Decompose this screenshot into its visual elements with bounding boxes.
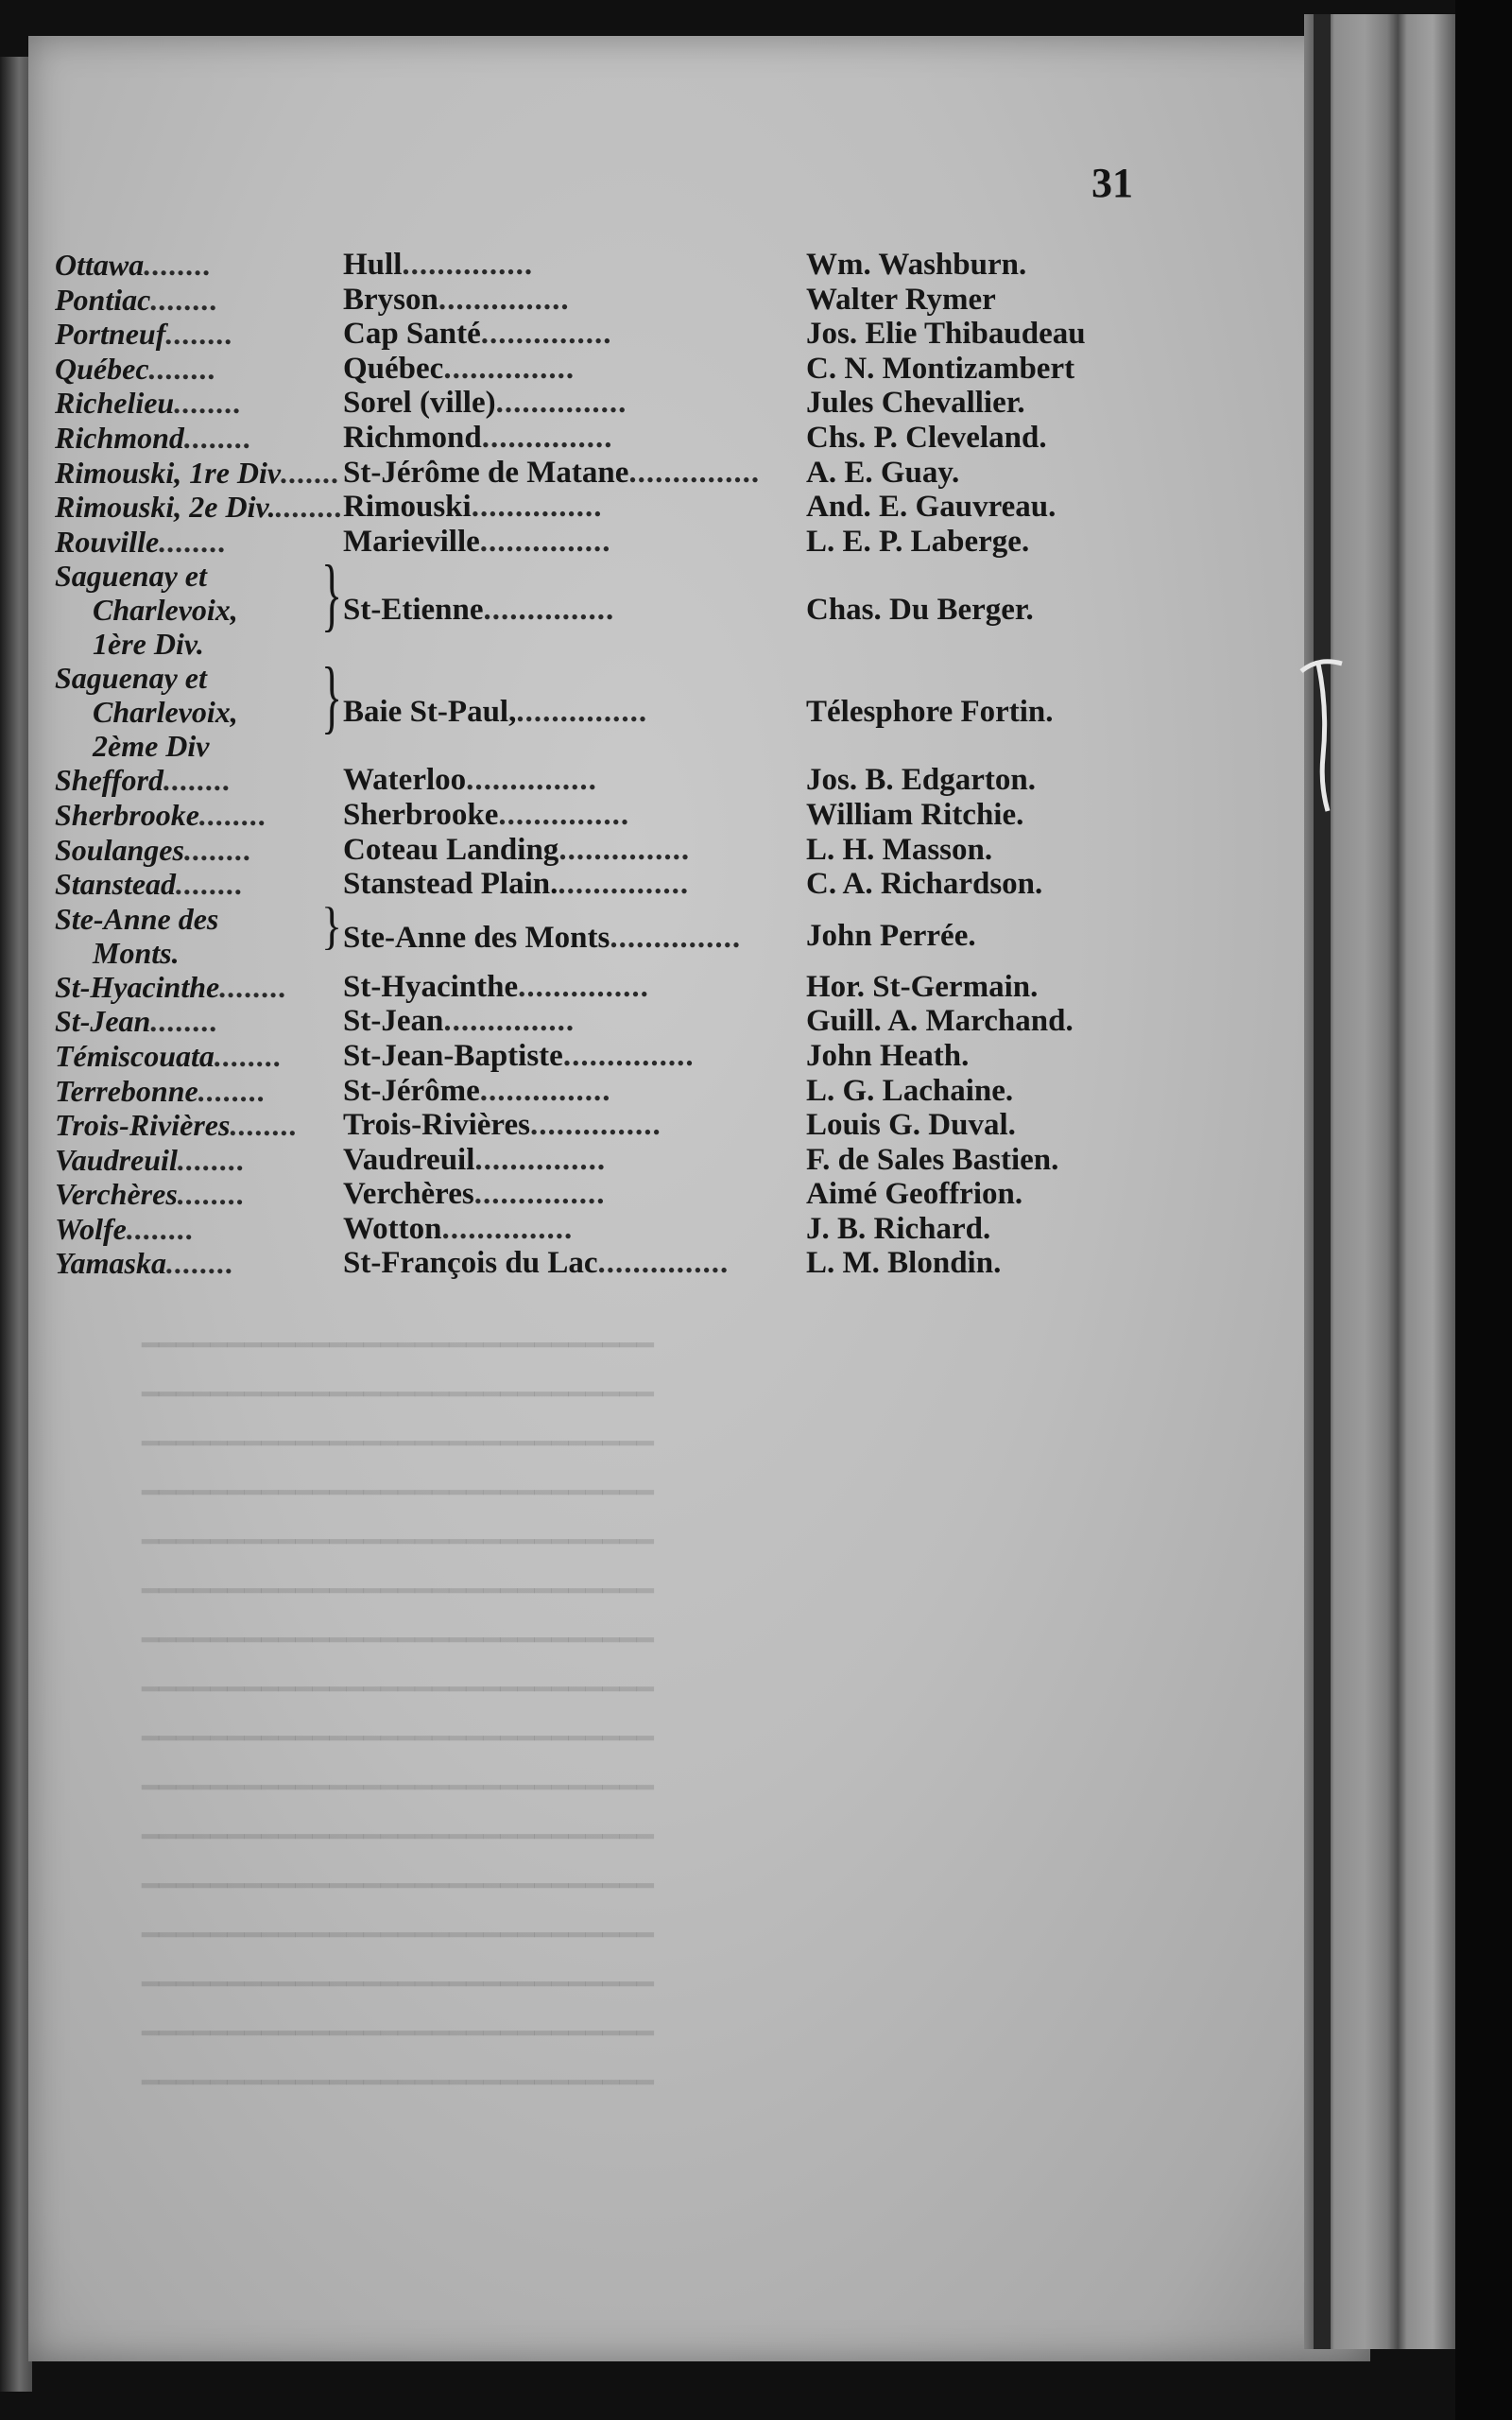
place-text: St-Jérôme — [343, 1073, 480, 1108]
county-name — [55, 352, 343, 386]
place-name — [343, 421, 806, 455]
dot-leader: ........ — [159, 524, 228, 559]
county-name — [55, 1246, 343, 1280]
place-name — [343, 1108, 806, 1142]
list-item — [55, 1212, 1189, 1247]
dot-leader: ............... — [479, 524, 611, 559]
dot-leader: ........ — [275, 490, 344, 525]
place-text: Rimouski — [343, 490, 472, 525]
officer-name: Chs. P. Cleveland. — [806, 420, 1047, 455]
dot-leader: ............... — [558, 867, 690, 902]
list-item — [55, 248, 1189, 283]
place-text: Stanstead Plain. — [343, 867, 558, 902]
county-name-line: Wolfe — [55, 1211, 127, 1246]
county-name-line: 2ème Div — [93, 729, 210, 764]
county-name-line: Ste-Anne des — [55, 901, 219, 936]
place-name — [343, 317, 806, 351]
county-name-line: Soulanges — [55, 832, 184, 867]
dot-leader: ............... — [518, 969, 649, 1004]
place-name — [343, 902, 806, 955]
officer-name: John Perrée. — [806, 918, 976, 953]
county-name-line: Monts. — [93, 935, 180, 970]
list-item — [55, 456, 1189, 491]
county-name-line: Rimouski, 2e Div. — [55, 490, 276, 525]
county-name — [55, 970, 343, 1004]
county-name — [55, 248, 343, 282]
paper-mark — [1299, 652, 1356, 813]
county-name — [55, 548, 343, 662]
county-name-line: Verchères — [55, 1177, 178, 1212]
dot-leader: ............... — [483, 593, 615, 628]
dot-leader: ............... — [443, 351, 576, 386]
dot-leader: ............... — [610, 920, 742, 955]
place-text: St-Etienne — [343, 593, 484, 628]
officer-name: Jos. Elie Thibaudeau — [806, 317, 1086, 352]
place-text: St-François du Lac — [343, 1246, 598, 1281]
dot-leader: ........ — [150, 1004, 219, 1039]
dot-leader: ........ — [230, 1108, 299, 1143]
dot-leader: ............... — [441, 1211, 574, 1246]
county-name-line: Ottawa — [55, 248, 145, 282]
brace: } — [321, 650, 343, 743]
dot-leader: ........ — [198, 1073, 266, 1108]
list-item — [55, 1177, 1189, 1212]
scan-border — [1455, 0, 1512, 2420]
dot-leader: ........ — [176, 867, 245, 902]
county-name-line: Québec — [55, 351, 149, 386]
officer-name: A. E. Guay. — [806, 455, 960, 490]
county-name — [55, 867, 343, 901]
county-name — [55, 525, 343, 559]
dot-leader: ............... — [443, 1004, 576, 1039]
county-name — [55, 1212, 343, 1246]
dot-leader: ........ — [126, 1211, 195, 1246]
list-item — [55, 525, 1189, 560]
page-number: 31 — [1091, 160, 1133, 206]
dot-leader: ............... — [498, 797, 630, 832]
dot-leader: ........ — [150, 282, 219, 317]
county-name-line: Saguenay et — [55, 559, 207, 594]
dot-leader: ............... — [438, 282, 570, 317]
list-item — [55, 421, 1189, 456]
officer-name: Chas. Du Berger. — [806, 593, 1034, 628]
dot-leader: ............... — [473, 1177, 606, 1212]
officer-name: Hor. St-Germain. — [806, 969, 1039, 1004]
place-name — [343, 1177, 806, 1211]
place-name — [343, 1004, 806, 1038]
place-name — [343, 248, 806, 282]
officer-name: Télesphore Fortin. — [806, 695, 1054, 730]
dot-leader: ............... — [402, 248, 534, 282]
county-name-line: Rouville — [55, 524, 160, 559]
county-name-line: Trois-Rivières — [55, 1108, 231, 1143]
officer-name: F. de Sales Bastien. — [806, 1142, 1059, 1177]
county-name-line: Rimouski, 1re Div — [55, 455, 282, 490]
place-name — [343, 1074, 806, 1108]
list-item — [55, 650, 1189, 764]
dot-leader: ....... — [281, 455, 341, 490]
place-text: Trois-Rivières — [343, 1108, 530, 1143]
county-name-line: 1ère Div. — [93, 627, 204, 662]
dot-leader: ............... — [562, 1038, 695, 1073]
officer-name: Aimé Geoffrion. — [806, 1177, 1023, 1212]
dot-leader: ............... — [495, 386, 627, 421]
place-name — [343, 798, 806, 832]
list-item — [55, 1039, 1189, 1074]
place-text: St-Jérôme de Matane — [343, 455, 629, 490]
county-name-line: Charlevoix, — [93, 593, 238, 628]
county-name — [55, 1108, 343, 1142]
brace: } — [321, 548, 343, 641]
list-item — [55, 490, 1189, 525]
place-name — [343, 490, 806, 524]
dot-leader: ............... — [466, 763, 597, 798]
place-name — [343, 763, 806, 797]
officer-name: C. N. Montizambert — [806, 351, 1075, 386]
list-item — [55, 970, 1189, 1005]
dot-leader: ............... — [529, 1108, 662, 1143]
county-name — [55, 798, 343, 832]
place-name — [343, 661, 806, 729]
county-name-line: Charlevoix, — [93, 695, 238, 730]
place-name — [343, 559, 806, 627]
officer-name: Louis G. Duval. — [806, 1108, 1016, 1143]
county-name-line: Richelieu — [55, 386, 175, 421]
place-text: St-Jean-Baptiste — [343, 1038, 563, 1073]
dot-leader: ............... — [481, 420, 613, 455]
place-text: St-Hyacinthe — [343, 969, 519, 1004]
officer-name: L. E. P. Laberge. — [806, 524, 1030, 559]
county-name — [55, 386, 343, 420]
dot-leader: ............... — [597, 1246, 730, 1281]
officer-name: Wm. Washburn. — [806, 248, 1027, 282]
list-item — [55, 896, 1189, 970]
county-name-line: Richmond — [55, 420, 184, 455]
place-name — [343, 833, 806, 867]
dot-leader: ............... — [480, 317, 612, 352]
officer-name: William Ritchie. — [806, 797, 1024, 832]
county-name — [55, 896, 343, 970]
officer-name: Guill. A. Marchand. — [806, 1004, 1074, 1039]
place-name — [343, 283, 806, 317]
dot-leader: ........ — [183, 832, 252, 867]
county-name-line: Yamaska — [55, 1246, 166, 1281]
place-text: Vaudreuil — [343, 1142, 475, 1177]
list-item — [55, 1074, 1189, 1109]
place-text: Hull — [343, 248, 403, 282]
dot-leader: ........ — [174, 386, 243, 421]
dot-leader: ............... — [474, 1142, 607, 1177]
place-name — [343, 1246, 806, 1280]
place-name — [343, 456, 806, 490]
electoral-list — [55, 248, 1189, 1281]
dot-leader: ........ — [219, 969, 288, 1004]
county-name — [55, 650, 343, 764]
officer-name: L. H. Masson. — [806, 832, 993, 867]
county-name-line: Pontiac — [55, 282, 151, 317]
dot-leader: ........ — [163, 763, 232, 798]
county-name — [55, 490, 343, 524]
list-item — [55, 867, 1189, 902]
place-text: Wotton — [343, 1211, 442, 1246]
county-name — [55, 1074, 343, 1108]
officer-name: Jules Chevallier. — [806, 386, 1025, 421]
officer-name: C. A. Richardson. — [806, 867, 1043, 902]
place-text: Marieville — [343, 524, 480, 559]
county-name — [55, 283, 343, 317]
county-name — [55, 1039, 343, 1073]
county-name-line: Sherbrooke — [55, 797, 199, 832]
dot-leader: ............... — [628, 455, 761, 490]
place-text: Bryson — [343, 282, 438, 317]
dot-leader: ............... — [479, 1073, 611, 1108]
county-name-line: Saguenay et — [55, 661, 207, 696]
place-text: Coteau Landing — [343, 832, 559, 867]
dot-leader: ........ — [148, 351, 217, 386]
county-name — [55, 763, 343, 797]
dot-leader: ............... — [558, 832, 691, 867]
show-through-text: ━━━━━━━━━━━━━━━━━━━━━━━━━━━━━━ ━━━━━━━━━━━━━━━━━━━━━━━━━━━━━━ ━━━━━━━━━━━━━━━━━━━━━━━━━━━━━━ ━━━━━━━━━━━━━━━━━━━━━━━━━━━━━━ ━━━━━━━━━━━━━━━━━━━━━━━━━━━━━━ ━━━━━━━━━━━━━━━━━━━━━━━━━━━━━━ ━━━━━━━━━━━━━━━━━━━━━━━━━━━━━━ ━━━━━━━━━━━━━━━━━━━━━━━━━━━━━━ ━━━━━━━━━━━━━━━━━━━━━━━━━━━━━━ ━━━━━━━━━━━━━━━━━━━━━━━━━━━━━━ ━━━━━━━━━━━━━━━━━━━━━━━━━━━━━━ ━━━━━━━━━━━━━━━━━━━━━━━━━━━━━━ ━━━━━━━━━━━━━━━━━━━━━━━━━━━━━━ ━━━━━━━━━━━━━━━━━━━━━━━━━━━━━━ ━━━━━━━━━━━━━━━━━━━━━━━━━━━━━━ ━━━━━━━━━━━━━━━━━━━━━━━━━━━━━━ — [142, 1330, 654, 2099]
place-text: Sherbrooke — [343, 797, 499, 832]
place-name — [343, 1212, 806, 1246]
list-item — [55, 283, 1189, 318]
county-name-line: Terrebonne — [55, 1073, 198, 1108]
officer-name: And. E. Gauvreau. — [806, 490, 1057, 525]
place-text: Cap Santé — [343, 317, 481, 352]
place-name — [343, 970, 806, 1004]
county-name — [55, 1004, 343, 1038]
county-name-line: Shefford — [55, 763, 163, 798]
list-item — [55, 763, 1189, 798]
place-text: St-Jean — [343, 1004, 444, 1039]
list-item — [55, 1143, 1189, 1178]
place-name — [343, 352, 806, 386]
list-item — [55, 548, 1189, 662]
county-name — [55, 833, 343, 867]
officer-name: L. M. Blondin. — [806, 1246, 1002, 1281]
place-name — [343, 867, 806, 901]
county-name — [55, 1143, 343, 1177]
place-text: Ste-Anne des Monts — [343, 920, 610, 955]
dot-leader: ........ — [144, 248, 213, 282]
dot-leader: ............... — [471, 490, 603, 525]
list-item — [55, 1108, 1189, 1143]
officer-name: Walter Rymer — [806, 282, 996, 317]
binding-shadow — [1314, 14, 1331, 2349]
place-name — [343, 525, 806, 559]
dot-leader: ........ — [165, 1246, 234, 1281]
county-name — [55, 317, 343, 351]
officer-name: Jos. B. Edgarton. — [806, 763, 1036, 798]
officer-name: John Heath. — [806, 1038, 970, 1073]
county-name — [55, 1177, 343, 1211]
left-page-edge — [0, 57, 32, 2392]
officer-name: L. G. Lachaine. — [806, 1073, 1014, 1108]
county-name — [55, 421, 343, 455]
place-text: Baie St-Paul, — [343, 695, 517, 730]
county-name-line: Portneuf — [55, 317, 166, 352]
county-name-line: Stanstead — [55, 867, 177, 902]
list-item — [55, 1246, 1189, 1281]
dot-leader: ........ — [177, 1177, 246, 1212]
dot-leader: ........ — [183, 420, 252, 455]
county-name-line: Témiscouata — [55, 1038, 215, 1073]
list-item — [55, 386, 1189, 421]
place-text: Sorel (ville) — [343, 386, 496, 421]
county-name — [55, 456, 343, 490]
list-item — [55, 317, 1189, 352]
list-item — [55, 798, 1189, 833]
list-item — [55, 352, 1189, 387]
dot-leader: ........ — [214, 1038, 283, 1073]
dot-leader: ............... — [516, 695, 648, 730]
list-item — [55, 833, 1189, 868]
list-item — [55, 1004, 1189, 1039]
brace: } — [321, 896, 343, 955]
place-name — [343, 1143, 806, 1177]
county-name-line: St-Jean — [55, 1004, 151, 1039]
dot-leader: ........ — [177, 1142, 246, 1177]
dot-leader: ........ — [198, 797, 267, 832]
place-text: Verchères — [343, 1177, 474, 1212]
county-name-line: Vaudreuil — [55, 1142, 178, 1177]
place-text: Waterloo — [343, 763, 467, 798]
place-text: Richmond — [343, 420, 482, 455]
place-name — [343, 1039, 806, 1073]
place-text: Québec — [343, 351, 444, 386]
county-name-line: St-Hyacinthe — [55, 969, 220, 1004]
officer-name: J. B. Richard. — [806, 1211, 991, 1246]
place-name — [343, 386, 806, 420]
dot-leader: ........ — [165, 317, 234, 352]
